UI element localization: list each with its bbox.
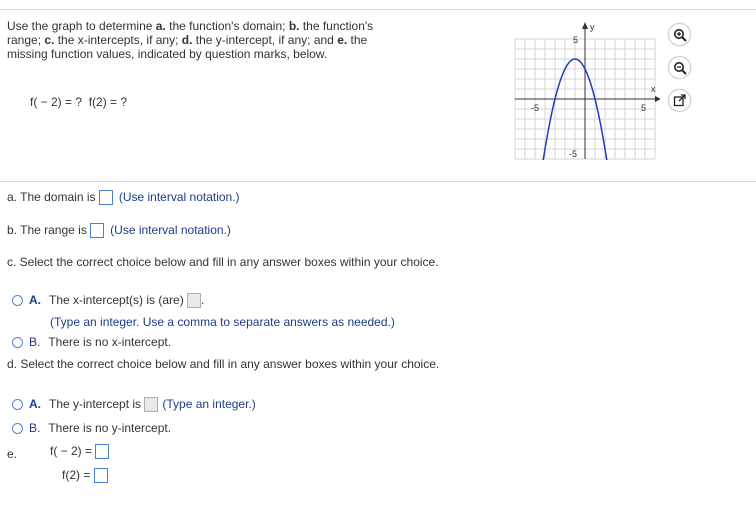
radio-c-b[interactable] <box>12 337 23 348</box>
function-graph <box>510 18 660 163</box>
zoom-in-button[interactable] <box>668 23 691 46</box>
part-c-option-a-hint: (Type an integer. Use a comma to separate answers as needed.) <box>50 315 395 329</box>
y-intercept-answer-box[interactable] <box>144 397 158 412</box>
x-axis-arrow <box>655 96 660 102</box>
prompt-f-neg2: f( − 2) = ? <box>30 95 83 109</box>
prompt-text-3: the function's range; <box>7 19 374 47</box>
option-text: The x-intercept(s) is (are) <box>49 293 188 307</box>
option-text: The y-intercept is <box>49 397 145 411</box>
x-tick-right: 5 <box>641 103 647 113</box>
prompt-label-a: a. <box>155 19 166 33</box>
prompt-label-b: b. <box>288 19 300 33</box>
x-axis-label: x <box>651 84 656 94</box>
part-d-option-a[interactable] <box>12 397 256 412</box>
zoom-out-icon <box>673 61 687 75</box>
part-c-option-a[interactable]: A. The x-intercept(s) is (are) . <box>12 293 204 308</box>
option-letter: B. <box>29 421 41 435</box>
radio-c-a[interactable] <box>12 295 23 306</box>
domain-answer-box[interactable] <box>99 190 113 205</box>
radio-d-a[interactable] <box>12 399 23 410</box>
part-b-text: b. The range is <box>7 223 91 237</box>
option-letter: A. <box>29 397 41 411</box>
prompt-f-2: f(2) = ? <box>88 95 128 109</box>
part-c-instructions: c. Select the correct choice below and fill in any answer boxes within your choice. <box>7 255 439 269</box>
prompt-text-1: Use the graph to determine <box>7 19 156 33</box>
part-e-f-2 <box>62 468 108 483</box>
prompt-text-2: the function's domain; <box>165 19 289 33</box>
function-values-line <box>30 95 127 109</box>
x-tick-left: -5 <box>531 103 540 113</box>
f-2-answer-box[interactable] <box>94 468 108 483</box>
y-tick-bottom: -5 <box>569 149 578 159</box>
popout-icon <box>673 94 686 107</box>
f-neg2-label: f( − 2) = <box>50 444 93 458</box>
zoom-out-button[interactable] <box>668 56 691 79</box>
prompt-text-4: the x-intercepts, if any; <box>54 33 182 47</box>
option-text: There is no x-intercept. <box>48 335 172 349</box>
section-divider <box>0 181 756 182</box>
question-prompt <box>7 19 407 61</box>
radio-d-b[interactable] <box>12 423 23 434</box>
f-neg2-answer-box[interactable] <box>95 444 109 459</box>
f-2-label: f(2) = <box>62 468 91 482</box>
range-answer-box[interactable] <box>90 223 104 238</box>
option-text: There is no y-intercept. <box>48 421 172 435</box>
part-e-f-neg2 <box>50 444 109 459</box>
option-letter: B. <box>29 335 41 349</box>
part-b-hint: (Use interval notation.) <box>110 223 231 237</box>
prompt-text-6: the missing function values, indicated by question marks, below. <box>7 33 368 61</box>
top-divider <box>0 9 756 10</box>
x-intercept-answer-box[interactable] <box>187 293 201 308</box>
prompt-label-d: d. <box>181 33 193 47</box>
part-e-label: e. <box>7 447 18 461</box>
prompt-text-5: the y-intercept, if any; and <box>192 33 338 47</box>
part-a-hint: (Use interval notation.) <box>118 190 240 204</box>
option-hint: (Type an integer.) <box>162 397 256 411</box>
zoom-in-icon <box>673 28 687 42</box>
part-c-option-b[interactable] <box>12 335 171 349</box>
option-letter: A. <box>29 293 41 307</box>
y-tick-top: 5 <box>573 35 579 45</box>
part-a-text: a. The domain is <box>7 190 99 204</box>
prompt-label-c: c. <box>44 33 55 47</box>
part-d-option-b[interactable] <box>12 421 171 435</box>
y-axis-arrow <box>582 22 588 29</box>
graph-svg <box>510 18 660 160</box>
y-axis-label: y <box>590 22 595 32</box>
popout-button[interactable] <box>668 89 691 112</box>
part-d-instructions: d. Select the correct choice below and fill in any answer boxes within your choice. <box>7 357 440 371</box>
part-a <box>7 190 240 205</box>
prompt-label-e: e. <box>337 33 348 47</box>
part-b <box>7 223 231 238</box>
